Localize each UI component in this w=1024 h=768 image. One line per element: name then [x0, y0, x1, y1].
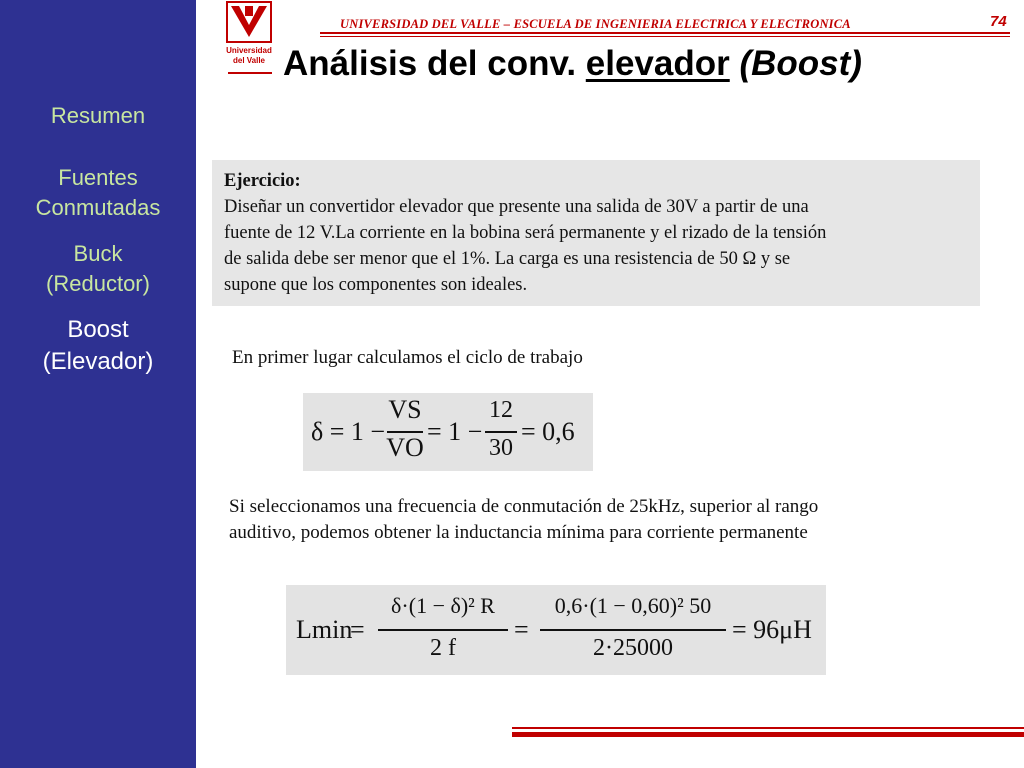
formula-mid: = 1 −	[427, 417, 483, 446]
sidebar-item-label: Conmutadas	[35, 195, 161, 220]
sidebar-item-label: (Elevador)	[42, 348, 154, 375]
formula-numerator: 12	[489, 397, 513, 423]
exercise-line: Diseñar un convertidor elevador que presente una salida de 30V a partir de una	[224, 197, 809, 217]
formula-result: = 0,6	[521, 417, 575, 446]
sidebar-item-label: Resumen	[50, 103, 146, 128]
title-underlined: elevador	[585, 44, 730, 83]
paragraph-duty-cycle: En primer lugar calculamos el ciclo de trabajo	[232, 347, 583, 368]
exercise-box	[212, 160, 980, 306]
header-divider	[320, 36, 1010, 37]
sidebar-item-label: Buck	[73, 241, 123, 266]
footer-divider	[512, 732, 1024, 737]
exercise-line: supone que los componentes son ideales.	[224, 275, 528, 295]
university-logo	[225, 1, 273, 69]
sidebar-item-resumen[interactable]	[0, 101, 196, 131]
formula-denominator: 2 f	[430, 635, 456, 661]
inductance-formula	[286, 585, 826, 675]
footer-divider	[512, 727, 1024, 729]
fraction-bar	[540, 629, 726, 631]
logo-underline	[228, 72, 272, 74]
formula-equals: =	[350, 615, 365, 644]
sidebar-item-buck[interactable]	[0, 239, 196, 299]
formula-numerator: VS	[388, 395, 422, 424]
logo-text: del Valle	[232, 56, 266, 65]
fraction-bar	[485, 431, 517, 433]
slide-title	[283, 44, 862, 84]
formula-denominator: 2·25000	[593, 635, 673, 661]
paragraph-line: Si seleccionamos una frecuencia de conmutación de 25kHz, superior al rango	[229, 496, 819, 517]
exercise-heading: Ejercicio:	[224, 171, 301, 191]
sidebar-item-label: Boost	[67, 316, 129, 343]
sidebar-item-label: (Reductor)	[46, 271, 150, 296]
page-number: 74	[990, 13, 1007, 30]
formula-equals: =	[514, 615, 529, 644]
exercise-line: de salida debe ser menor que el 1%. La carga es una resistencia de 50 Ω y se	[224, 249, 791, 269]
title-suffix: (Boost)	[729, 44, 862, 83]
formula-result: = 96μH	[732, 615, 812, 644]
duty-cycle-formula	[303, 393, 593, 471]
title-prefix: Análisis del conv.	[283, 44, 586, 83]
formula-numerator: 0,6·(1 − 0,60)² 50	[554, 593, 712, 618]
paragraph-inductance	[229, 494, 969, 546]
logo-text: Universidad	[226, 46, 272, 55]
fraction-bar	[378, 629, 508, 631]
sidebar-item-fuentes-conmutadas[interactable]	[0, 163, 196, 223]
sidebar-item-boost[interactable]	[0, 314, 196, 378]
formula-lhs: δ = 1 −	[311, 417, 386, 446]
header-divider	[320, 32, 1010, 34]
sidebar-item-label: Fuentes	[58, 165, 138, 190]
university-banner: UNIVERSIDAD DEL VALLE – ESCUELA DE INGENIERIA ELECTRICA Y ELECTRONICA	[340, 17, 851, 31]
exercise-line: fuente de 12 V.La corriente en la bobina será permanente y el rizado de la tensión	[224, 223, 827, 243]
formula-denominator: 30	[489, 435, 513, 461]
sidebar	[0, 0, 196, 768]
formula-numerator: δ·(1 − δ)² R	[391, 593, 495, 618]
formula-lhs: Lmin	[296, 615, 353, 644]
formula-denominator: VO	[386, 433, 424, 462]
paragraph-line: auditivo, podemos obtener la inductancia mínima para corriente permanente	[229, 522, 808, 543]
